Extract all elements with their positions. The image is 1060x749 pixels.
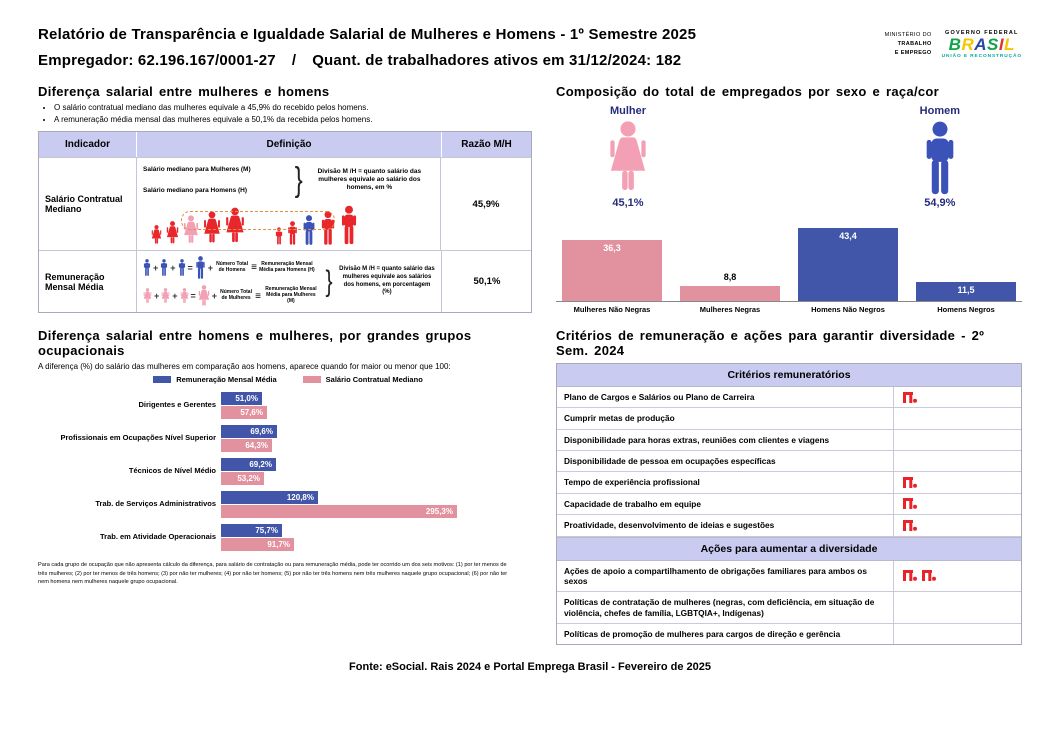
action-label: Ações de apoio a compartilhamento de obrigações familiares para ambos os sexos [564, 565, 867, 586]
criterion-applied-icon [903, 477, 917, 488]
bar-value: 43,4 [839, 231, 857, 241]
bar-value: 75,7% [255, 526, 278, 535]
category-label: Trab. de Serviços Administrativos [95, 499, 216, 509]
bar-value: 53,2% [237, 474, 260, 483]
ministry-logo [885, 31, 932, 57]
bar-value: 295,3% [425, 507, 453, 516]
ministry-line: MINISTÉRIO DO [884, 32, 932, 39]
bar-salario [221, 538, 294, 551]
legend-item [153, 375, 276, 384]
definition-cell [136, 158, 441, 250]
table-row [557, 515, 1021, 536]
bar-homens-nao-negros [798, 228, 898, 301]
bar-remuneracao [221, 458, 276, 471]
male-figure-icon [195, 256, 206, 279]
source-footer: Fonte: eSocial. Rais 2024 e Portal Emprega Brasil - Fevereiro de 2025 [349, 661, 711, 674]
plus-operator: + [170, 262, 176, 273]
median-figures-row [143, 199, 434, 245]
chart-group [38, 491, 538, 518]
plus-operator: + [207, 262, 214, 273]
equals-operator: = [190, 291, 196, 301]
bar-remuneracao [221, 425, 277, 438]
plus-operator: + [172, 291, 178, 301]
count-label: Número Total de Homens [216, 260, 248, 273]
criteria-table [556, 363, 1022, 645]
female-figure-icon [180, 288, 189, 304]
criterion-applied-icon [903, 392, 917, 403]
criterion-label: Disponibilidade de pessoa em ocupações específicas [564, 456, 776, 467]
section-title: Diferença salarial entre mulheres e homens [38, 84, 330, 99]
gov-federal-logo [942, 30, 1022, 59]
median-highlight-box [181, 211, 335, 230]
male-figure-icon [923, 121, 957, 195]
criterion-label: Capacidade de trabalho em equipe [564, 498, 701, 509]
bar-value: 69,2% [249, 460, 272, 469]
section-occupational [38, 328, 538, 645]
female-figure-icon [161, 288, 170, 304]
bar-salario [221, 505, 457, 518]
legend-label: Salário Contratual Mediano [325, 375, 423, 384]
female-share [608, 105, 648, 209]
ratio-value: 45,9% [472, 198, 500, 210]
definition-cell [136, 251, 442, 312]
column-header: Indicador [64, 139, 110, 150]
logos [885, 22, 1022, 59]
section-salary-gap [38, 84, 538, 314]
equivalence-operator: ≡ [251, 262, 257, 273]
bar-value: 57,6% [240, 408, 263, 417]
definition-note: Divisão M /H = quanto salário das mulheres equivale aos salários dos homens, em porcentagem (%) [339, 265, 435, 296]
criterion-markers [893, 472, 1021, 492]
salary-gap-bullets [38, 103, 538, 124]
male-figure-icon [340, 205, 358, 245]
composition-bar-chart [556, 221, 1022, 314]
criterion-markers [893, 408, 1021, 428]
plus-operator: + [154, 291, 160, 301]
legend-swatch-pink [303, 376, 321, 383]
brace-glyph: } [325, 264, 333, 298]
report-header [38, 22, 1022, 74]
column-header: Razão M/H [441, 132, 531, 157]
bar-salario [221, 472, 264, 485]
chart-group [38, 458, 538, 485]
criterion-markers [893, 515, 1021, 535]
chart-group [38, 524, 538, 551]
bar-value: 91,7% [267, 540, 290, 549]
female-figure-icon [143, 288, 152, 304]
bullet-item: • A remuneração média mensal das mulheres equivale a 50,1% da recebida pelos homens. [54, 115, 538, 124]
bar-remuneracao [221, 392, 262, 405]
bar-mulheres-negras [680, 272, 780, 301]
criterion-label: Disponibilidade para horas extras, reuniões com clientes e viagens [564, 434, 830, 445]
male-share [920, 105, 960, 209]
result-label: Remuneração Mensal Média para Homens (H) [259, 260, 315, 273]
brasil-letter: B [948, 35, 962, 54]
action-label: Políticas de promoção de mulheres para cargos de direção e gerência [564, 628, 841, 639]
equivalence-operator: ≡ [255, 290, 261, 302]
brasil-letter: L [1004, 35, 1015, 54]
action-label: Políticas de contratação de mulheres (negras, com deficiência, em situação de violência, chefes de família, LGBTQIA+, Indígenas) [564, 597, 875, 618]
bar-value: 11,5 [957, 285, 975, 295]
chart-group [38, 425, 538, 452]
ratio-value: 50,1% [473, 276, 501, 287]
legend-label: Remuneração Mensal Média [176, 375, 277, 384]
plus-operator: + [153, 262, 159, 273]
indicator-name: Remuneração Mensal Média [45, 271, 105, 292]
bar-mulheres-nao-negras [562, 240, 662, 301]
definition-line: Salário mediano para Mulheres (M) [143, 166, 251, 173]
brace-glyph: } [294, 161, 303, 199]
count-label: Número Total de Mulheres [220, 289, 252, 301]
ministry-line: TRABALHO [897, 41, 932, 48]
definition-line: Salário mediano para Homens (H) [143, 187, 248, 194]
indicator-table [38, 131, 532, 313]
table-row [557, 494, 1021, 515]
criterion-markers [893, 592, 1021, 623]
table-row [557, 430, 1021, 451]
chart-group [38, 392, 538, 419]
active-workers: Quant. de trabalhadores ativos em 31/12/2024: 182 [312, 52, 682, 69]
male-label: Homem [919, 105, 960, 117]
table-row [557, 387, 1021, 408]
chart-legend [38, 375, 538, 384]
criterion-label: Tempo de experiência profissional [564, 477, 700, 488]
male-figure-icon [160, 259, 168, 276]
report-titles [38, 22, 696, 74]
column-header: Definição [136, 132, 441, 157]
bar-salario [221, 406, 267, 419]
separator: / [291, 52, 297, 69]
table-row [39, 157, 531, 250]
chart-footnote: Para cada grupo de ocupação que não apresenta cálculo da diferença, para salário de contratação ou para remuneração média, pode ter ocorrido um dos seis motivos: (1) por ter menos de três mulheres; (2) por ter menos de três homens; (3) por não ter mulheres; (4) por não ter homens; (5) por não ter três homens nem três mulheres naquele grupo ocupacional; (6) por não ter nem homens nem mulheres naquele grupo ocupacional. [38, 562, 508, 586]
brasil-wordmark [949, 36, 1015, 54]
male-figure-icon [143, 259, 151, 276]
bullet-item: • O salário contratual mediano das mulheres equivale a 45,9% do recebido pelos homens. [54, 103, 538, 112]
female-figure-icon [608, 121, 648, 195]
female-figure-icon [166, 221, 179, 245]
bar-value: 8,8 [723, 272, 737, 282]
legend-swatch-blue [153, 376, 171, 383]
female-label: Mulher [609, 105, 647, 117]
criterion-markers [893, 451, 1021, 471]
plus-operator: + [211, 291, 218, 301]
section-title: Composição do total de empregados por sexo e raça/cor [556, 84, 939, 99]
category-label: Homens Negros [937, 305, 995, 314]
bar-value: 36,3 [603, 243, 621, 253]
criterion-markers [893, 387, 1021, 407]
result-label: Remuneração Mensal Média para Mulheres (M) [265, 286, 317, 304]
brasil-letter: S [987, 35, 999, 54]
category-label: Trab. em Atividade Operacionais [99, 532, 216, 542]
category-label: Dirigentes e Gerentes [138, 400, 216, 410]
criterion-markers [893, 561, 1021, 592]
female-figure-icon [151, 225, 162, 245]
table-row [557, 408, 1021, 429]
brasil-letter: I [998, 35, 1005, 54]
criterion-label: Proatividade, desenvolvimento de ideias e sugestões [564, 520, 775, 531]
criterion-markers [893, 624, 1021, 644]
section-title: Diferença salarial entre homens e mulheres, por grandes grupos ocupacionais [38, 328, 472, 358]
male-average-equation [143, 256, 319, 279]
table-row [557, 451, 1021, 472]
equals-operator: = [187, 262, 193, 273]
category-label: Homens Não Negros [811, 305, 885, 314]
indicator-name: Salário Contratual Mediano [45, 194, 123, 214]
gov-top-label: GOVERNO FEDERAL [945, 30, 1019, 36]
report-subtitle [38, 48, 696, 74]
employer-id: Empregador: 62.196.167/0001-27 [38, 52, 276, 69]
category-label: Técnicos de Nível Médio [128, 466, 216, 476]
criterion-markers [893, 494, 1021, 514]
section-criteria [556, 328, 1022, 645]
bar-remuneracao [221, 524, 282, 537]
occupational-bar-chart [38, 392, 538, 551]
bar-value: 64,3% [245, 441, 268, 450]
female-average-equation [143, 285, 319, 307]
bar-value: 120,8% [286, 493, 314, 502]
criterion-applied-icon [903, 498, 917, 509]
legend-item [303, 375, 423, 384]
sex-figures [556, 103, 1022, 209]
female-percentage: 45,1% [612, 197, 644, 209]
brasil-letter: R [961, 35, 975, 54]
criterion-markers [893, 430, 1021, 450]
criterion-label: Plano de Cargos e Salários ou Plano de Carreira [564, 392, 755, 402]
female-figure-icon [198, 285, 210, 307]
bar-homens-negros [916, 282, 1016, 301]
bar-category-labels [556, 305, 1022, 314]
male-figure-icon [178, 259, 186, 276]
criterion-label: Cumprir metas de produção [564, 413, 675, 424]
report-title: Relatório de Transparência e Igualdade Salarial de Mulheres e Homens - 1º Semestre 2025 [38, 26, 697, 43]
section-composition [556, 84, 1022, 314]
section-title: Critérios de remuneração e ações para garantir diversidade - 2º Sem. 2024 [556, 328, 985, 358]
male-percentage: 54,9% [924, 197, 956, 209]
bar-value: 51,0% [235, 394, 258, 403]
brasil-letter: A [974, 35, 987, 54]
gov-bottom-label: UNIÃO E RECONSTRUÇÃO [941, 53, 1022, 59]
indicator-table-header [39, 132, 531, 157]
bar-remuneracao [221, 491, 318, 504]
category-label: Profissionais em Ocupações Nível Superior [60, 433, 216, 443]
table-section-header: Critérios remuneratórios [557, 364, 1021, 387]
criterion-applied-icon [903, 520, 917, 531]
table-section-header: Ações para aumentar a diversidade [557, 537, 1021, 561]
category-label: Mulheres Não Negras [573, 305, 651, 314]
criterion-applied-icon [922, 570, 936, 581]
chart-subtitle: A diferença (%) do salário das mulheres em comparação aos homens, aparece quando for maior ou menor que 100: [38, 362, 451, 371]
table-row [557, 561, 1021, 593]
bar-salario [221, 439, 272, 452]
table-row [557, 624, 1021, 644]
bar-value: 69,6% [250, 427, 273, 436]
ministry-line: E EMPREGO [894, 49, 932, 56]
table-row [39, 250, 531, 312]
criterion-applied-icon [903, 570, 917, 581]
table-row [557, 592, 1021, 624]
category-label: Mulheres Negras [699, 305, 761, 314]
table-row [557, 472, 1021, 493]
definition-note: Divisão M /H = quanto salário das mulheres equivale ao salário dos homens, em % [317, 167, 422, 192]
